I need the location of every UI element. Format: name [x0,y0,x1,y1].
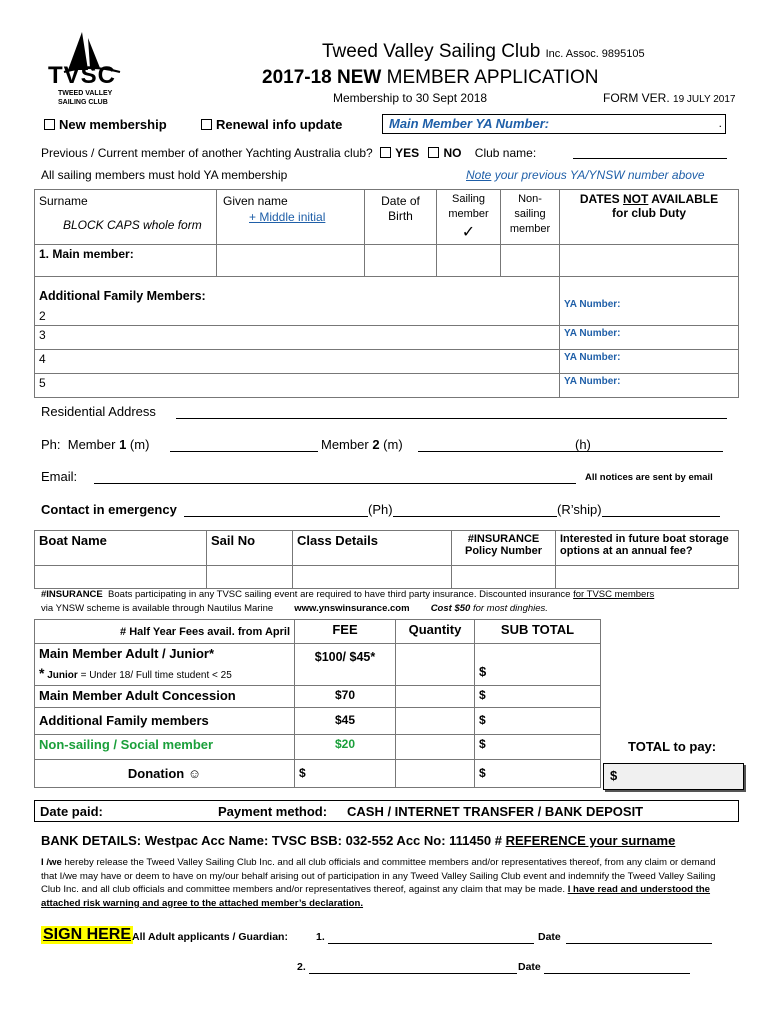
signature-2-number: 2. [297,961,306,973]
renewal-checkbox[interactable]: Renewal info update [201,117,342,132]
payment-row: Date paid: Payment method: CASH / INTERNET TRANSFER / BANK DEPOSIT [34,800,739,822]
phone-line: Ph: Member 1 (m) [41,437,150,452]
family-row[interactable]: 3 [35,326,560,350]
members-table: Surname BLOCK CAPS whole form Given name + Middle initial Date of Birth Sailing member ✓ Non-sailing member DATES NOT AVAILABLE for club Duty 1. Main member: Additional Family Members: 2 YA Number: 3 YA Number: 4 YA Number: 5 YA Number: [34,189,739,398]
new-membership-checkbox[interactable]: New membership [44,117,167,132]
insurance-note: #INSURANCE Boats participating in any TVSC sailing event are required to have third party insurance. Discounted insurance for TVSC members [41,589,655,600]
fees-table: # Half Year Fees avail. from April FEE Quantity SUB TOTAL Main Member Adult / Junior* * Junior = Under 18/ Full time student < 25 $100/ $45* $ Main Member Adult Concession $70 $ Additional Family members $45 $ Non-sailing / Social member $20 $ Donation ☺ $ $ [34,619,601,788]
form-version: FORM VER. 19 JULY 2017 [603,91,736,105]
family-row[interactable]: 5 [35,374,560,398]
date-2-line[interactable] [544,973,690,974]
bank-details: BANK DETAILS: Westpac Acc Name: TVSC BSB: 032-552 Acc No: 111450 # REFERENCE your surname [41,833,676,848]
date-1-line[interactable] [566,943,712,944]
insurance-note-2: via YNSW scheme is available through Nautilus Marine www.ynswinsurance.com Cost $50 for most dinghies. [41,603,548,614]
boat-row[interactable] [35,566,207,589]
phone-home: (h) [575,437,591,452]
logo-sub1: TWEED VALLEY [58,90,113,97]
ya-requirement: All sailing members must hold YA membership [41,168,288,182]
family-row[interactable]: 4 [35,350,560,374]
signature-2-line[interactable] [309,973,517,974]
emergency-label: Contact in emergency [41,502,177,517]
club-logo [40,30,140,110]
email-label: Email: [41,469,78,484]
signatories-label: All Adult applicants / Guardian: [132,931,288,943]
release-text: I /we hereby release the Tweed Valley Sailing Club Inc. and all club officials and committee members and/or representatives thereof, from any claim or demand that I/we may have or deem to have on my/our behalf arising out of participation in any Tweed Valley Sailing Club event and indemnify the Tweed Valley Sailing Club Inc. and all club officials and committee members and/or representatives thereof, against any claim that may be made. I have read and understood the attached risk warning and agree to the attached member’s declaration. [41,857,716,909]
total-label: TOTAL to pay: [628,739,717,754]
total-field[interactable]: $ [603,763,744,790]
date-2-label: Date [518,961,541,973]
club-assoc: Inc. Assoc. 9895105 [545,48,645,60]
boat-table: Boat Name Sail No Class Details #INSURANCE Policy Number Interested in future boat storage options at an annual fee? [34,530,739,589]
sign-here-label: SIGN HERE [43,926,132,943]
notices-note: All notices are sent by email [585,472,713,483]
form-title: 2017-18 NEW MEMBER APPLICATION [262,67,599,88]
address-label: Residential Address [41,404,156,419]
adult-subtotal[interactable]: $ [475,644,601,686]
club-name: Tweed Valley Sailing Club Inc. Assoc. 9895105 [322,41,645,62]
phone-member2: Member 2 (m) [321,437,403,452]
emergency-ph: (Ph) [368,502,393,517]
signature-1-line[interactable] [328,943,534,944]
signature-1-number: 1. [316,931,325,943]
logo-letters: TVSC [48,62,117,89]
logo-sub2: SAILING CLUB [58,99,108,106]
previous-member-question: Previous / Current member of another Yachting Australia club? YES NO Club name: [41,146,537,160]
main-member-row[interactable]: 1. Main member: [35,245,217,277]
membership-to: Membership to 30 Sept 2018 [333,91,488,105]
ya-note: Note your previous YA/YNSW number above [466,168,705,182]
emergency-rship: (R’ship) [557,502,602,517]
main-ya-number-field[interactable]: Main Member YA Number: . [382,114,726,134]
date-1-label: Date [538,931,561,943]
